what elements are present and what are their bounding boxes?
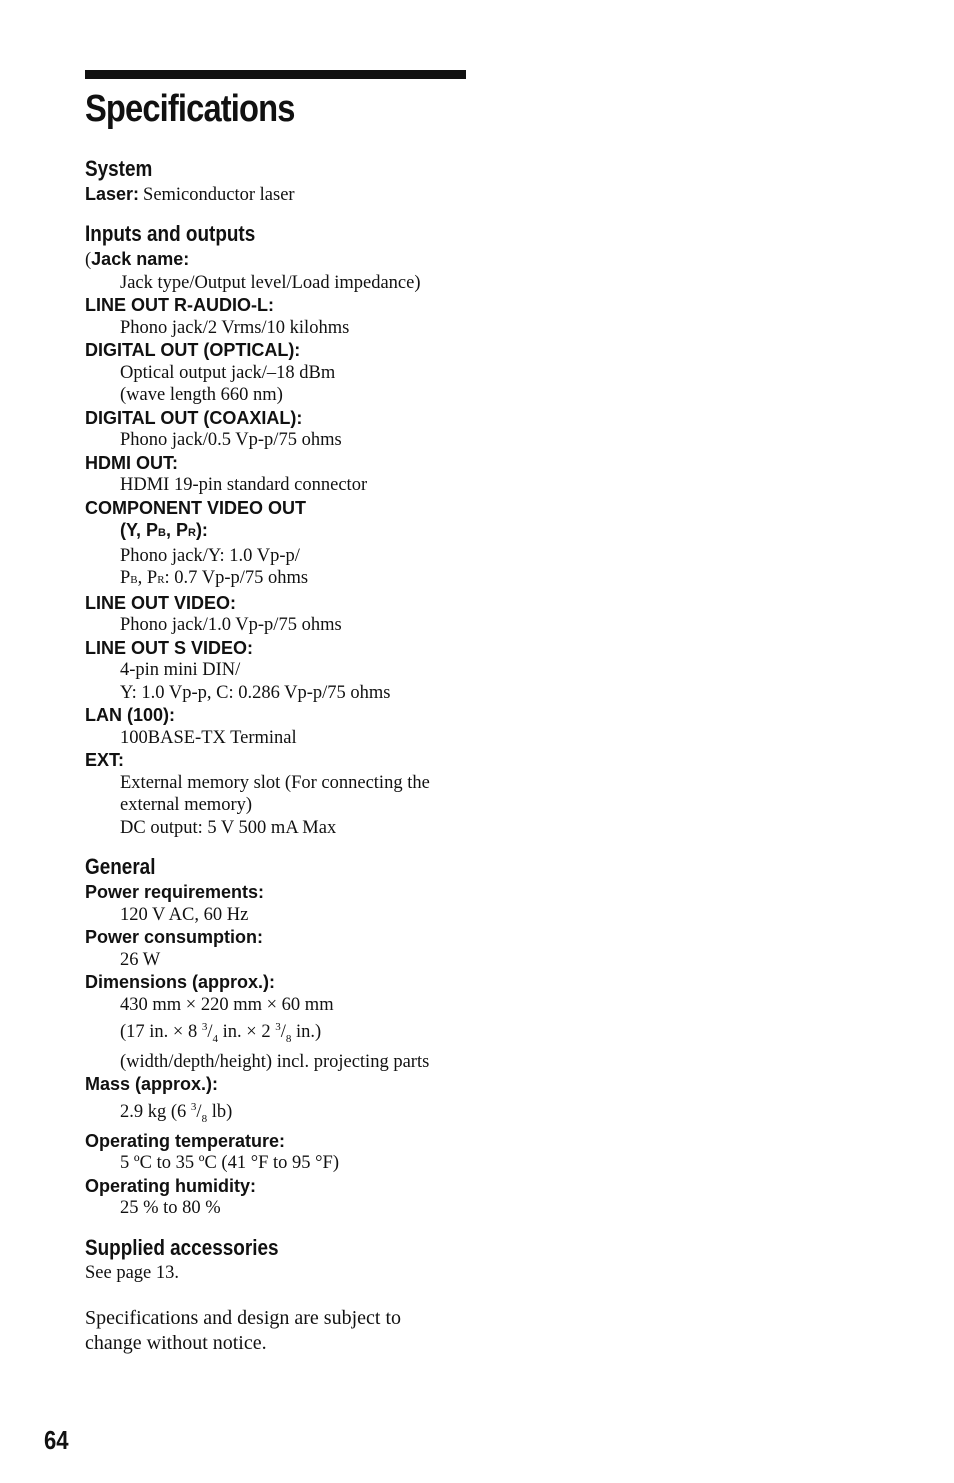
power-cons-label: Power consumption: — [85, 927, 264, 948]
mass-value: 2.9 kg (6 $^3/_8$ lb) — [120, 1100, 233, 1125]
page-title: Specifications — [85, 88, 295, 130]
legend-open: ( — [85, 250, 92, 271]
op-hum-label: Operating humidity: — [85, 1175, 256, 1196]
lan-value: 100BASE-TX Terminal — [120, 727, 297, 748]
ext-value-1: External memory slot (For connecting the — [120, 772, 430, 793]
title-rule — [85, 70, 466, 79]
line-out-audio-value: Phono jack/2 Vrms/10 kilohms — [120, 317, 350, 338]
optical-value-1: Optical output jack/–18 dBm — [120, 362, 336, 383]
op-temp-label: Operating temperature: — [85, 1130, 286, 1151]
notice — [85, 1306, 480, 1356]
section-inputs-outputs — [85, 220, 480, 839]
component-label: COMPONENT VIDEO OUT — [85, 497, 307, 518]
svideo-label: LINE OUT S VIDEO: — [85, 637, 254, 658]
svideo-value-2: Y: 1.0 Vp-p, C: 0.286 Vp-p/75 ohms — [120, 682, 391, 703]
component-sub-label: (Y, PB, PR): — [120, 520, 208, 541]
laser-label: Laser: — [85, 183, 140, 204]
optical-label: DIGITAL OUT (OPTICAL): — [85, 340, 301, 361]
section-heading-general: General — [85, 854, 156, 880]
section-heading-system: System — [85, 155, 153, 181]
coaxial-value: Phono jack/0.5 Vp-p/75 ohms — [120, 430, 342, 451]
power-req-label: Power requirements: — [85, 882, 265, 903]
page-number: 64 — [44, 1425, 69, 1455]
power-cons-value: 26 W — [120, 949, 161, 970]
specifications-column — [85, 70, 480, 1356]
laser-value: Semiconductor laser — [143, 184, 295, 205]
accessories-value: See page 13. — [85, 1262, 180, 1283]
notice-line-2: change without notice. — [85, 1332, 267, 1355]
op-hum-value: 25 % to 80 % — [120, 1198, 221, 1219]
optical-value-2: (wave length 660 nm) — [120, 385, 283, 406]
lan-label: LAN (100): — [85, 705, 176, 726]
hdmi-label: HDMI OUT: — [85, 452, 178, 473]
mass-label: Mass (approx.): — [85, 1074, 219, 1095]
component-value-1: Phono jack/Y: 1.0 Vp-p/ — [120, 545, 300, 566]
dims-value-2: (17 in. × 8 $^3/_4$ in. × 2 $^3/_8$ in.) — [120, 1021, 322, 1046]
hdmi-value: HDMI 19-pin standard connector — [120, 475, 368, 496]
video-value: Phono jack/1.0 Vp-p/75 ohms — [120, 615, 342, 636]
section-heading-io: Inputs and outputs — [85, 221, 256, 247]
section-general — [85, 853, 480, 1220]
section-system — [85, 155, 480, 207]
component-value-2: PB, PR: 0.7 Vp-p/75 ohms — [120, 568, 309, 589]
ext-value-3: DC output: 5 V 500 mA Max — [120, 817, 337, 838]
dims-label: Dimensions (approx.): — [85, 972, 276, 993]
dims-value-1: 430 mm × 220 mm × 60 mm — [120, 994, 334, 1015]
power-req-value: 120 V AC, 60 Hz — [120, 904, 249, 925]
svideo-value-1: 4-pin mini DIN/ — [120, 660, 241, 681]
notice-line-1: Specifications and design are subject to — [85, 1307, 402, 1330]
ext-value-2: external memory) — [120, 795, 253, 816]
coaxial-label: DIGITAL OUT (COAXIAL): — [85, 407, 303, 428]
section-heading-accessories: Supplied accessories — [85, 1234, 279, 1260]
dims-value-3: (width/depth/height) incl. projecting parts — [120, 1051, 430, 1072]
video-label: LINE OUT VIDEO: — [85, 592, 237, 613]
section-accessories — [85, 1234, 480, 1285]
op-temp-value: 5 ºC to 35 ºC (41 °F to 95 °F) — [120, 1153, 340, 1174]
legend-term: Jack name: — [91, 249, 190, 270]
legend-desc: Jack type/Output level/Load impedance) — [120, 272, 421, 293]
ext-label: EXT: — [85, 750, 125, 771]
line-out-audio-label: LINE OUT R-AUDIO-L: — [85, 295, 274, 316]
